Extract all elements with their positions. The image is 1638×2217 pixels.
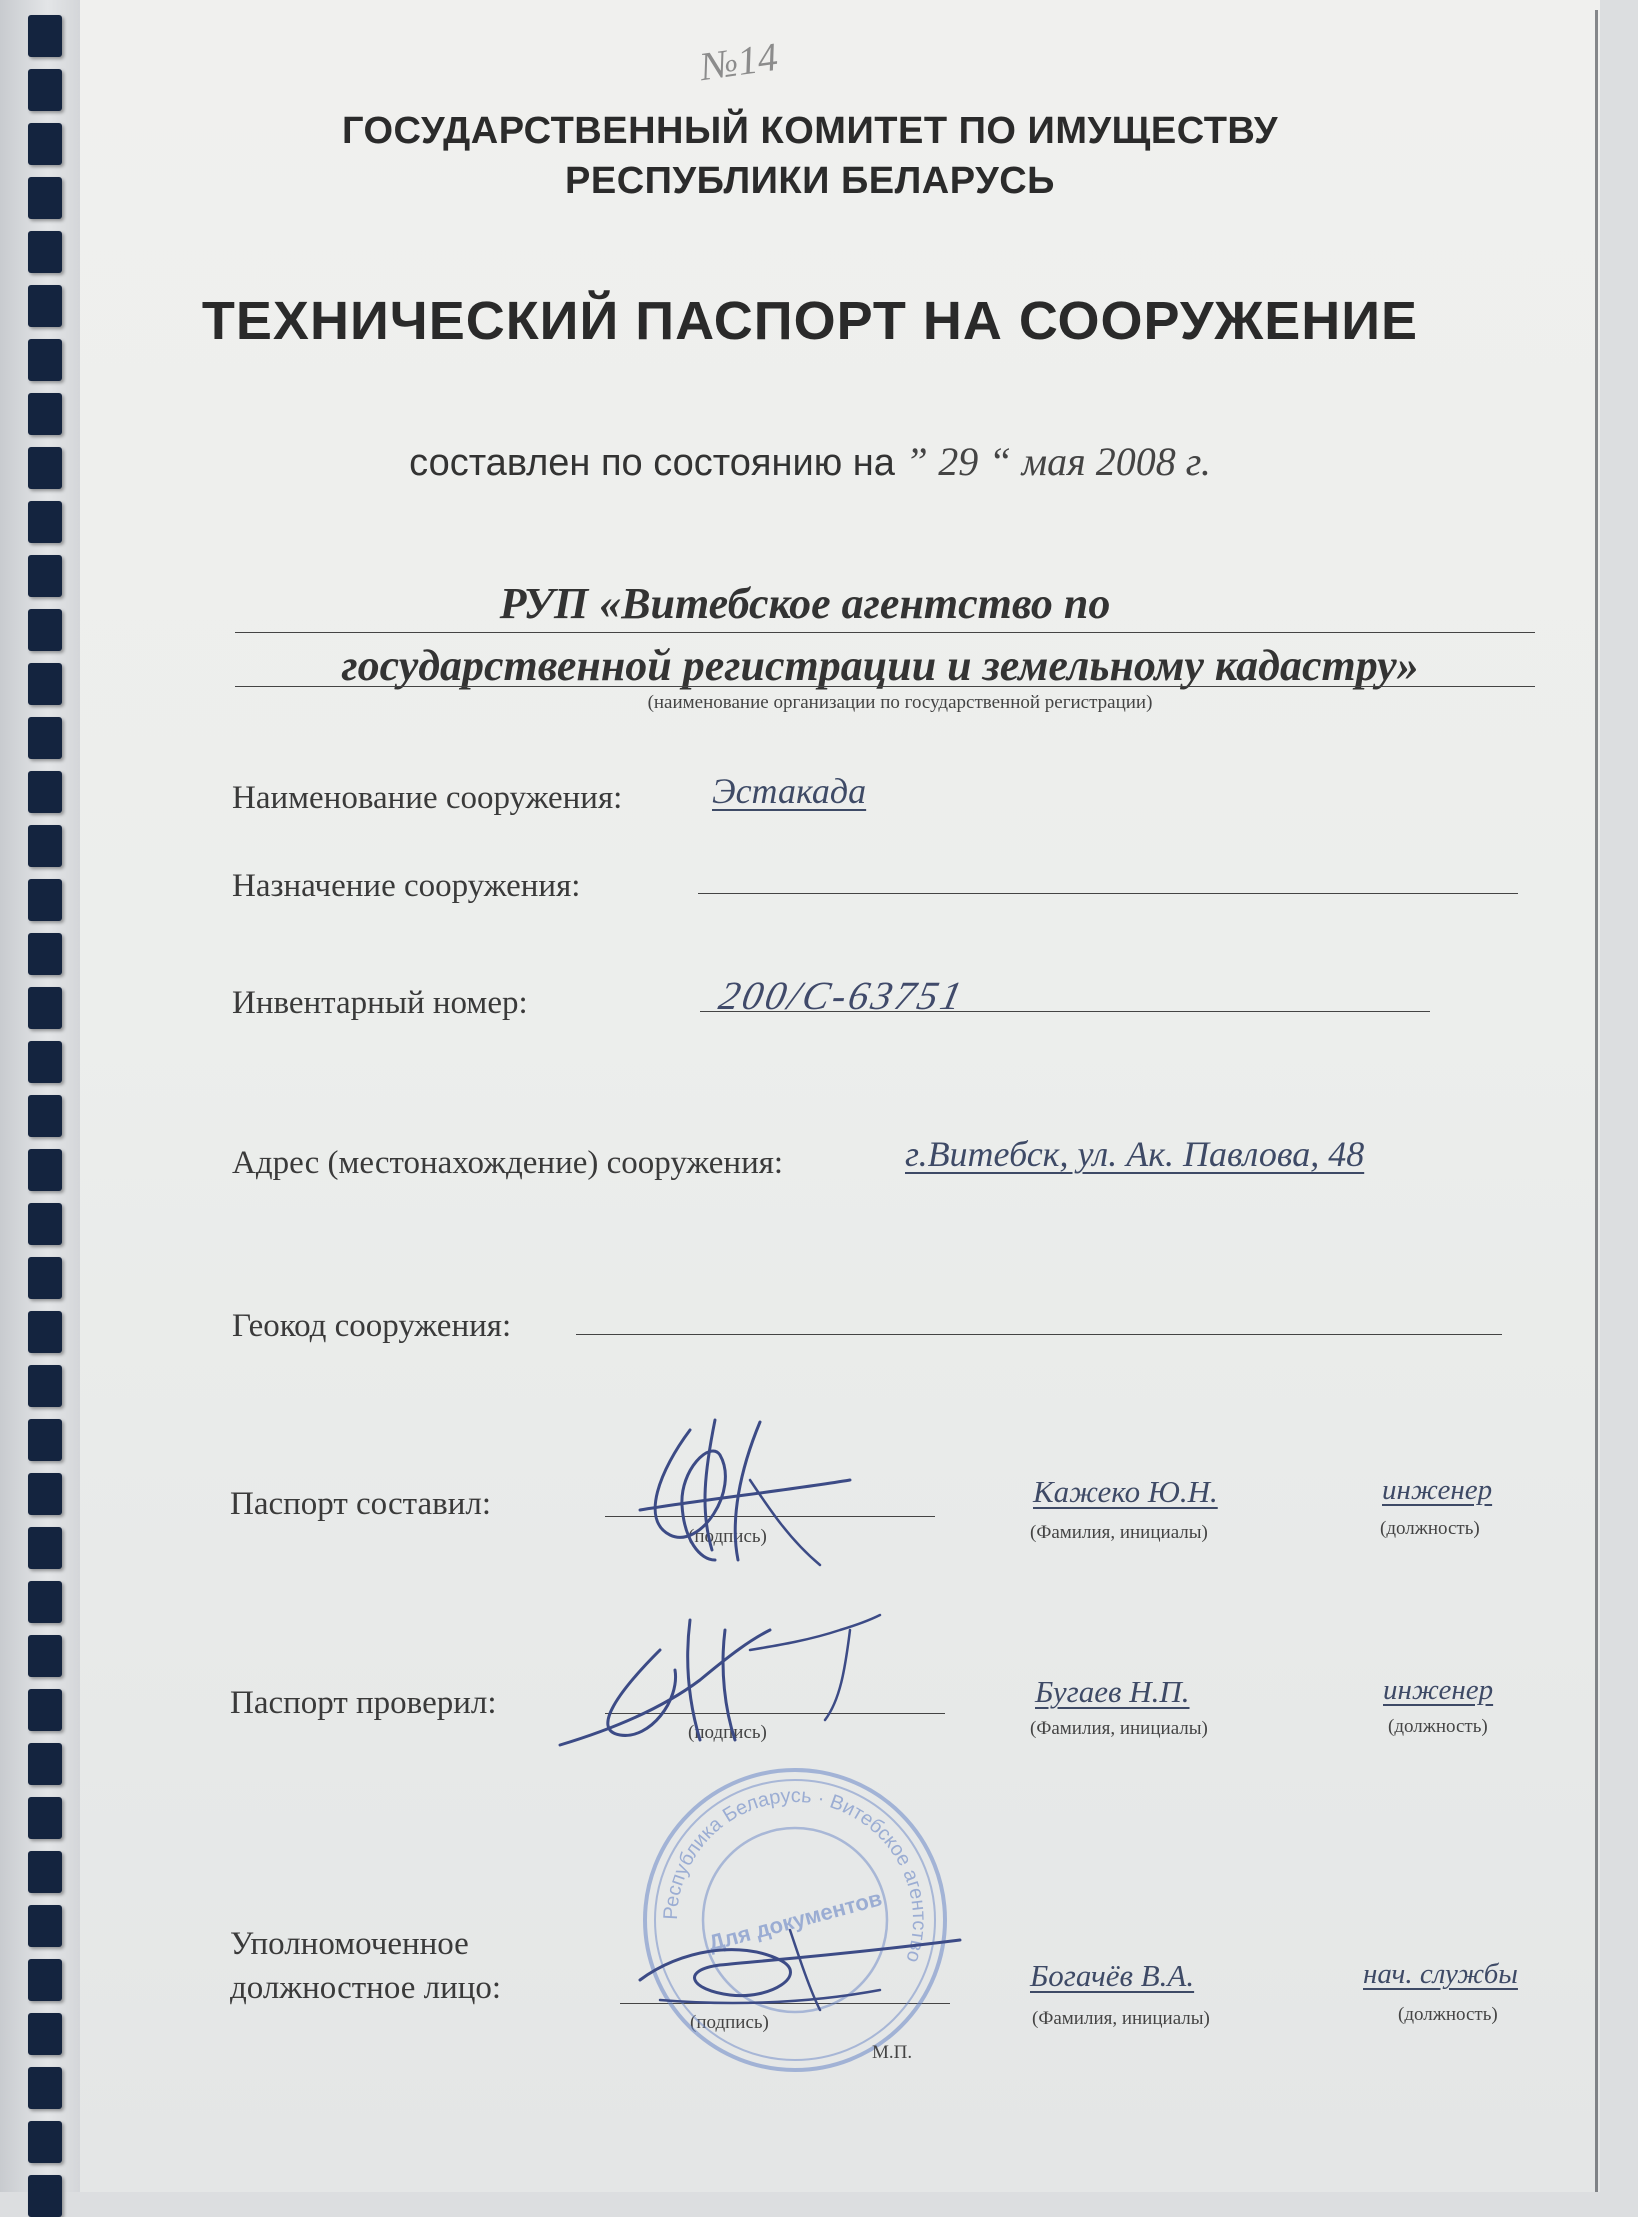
binding-ring [28, 339, 62, 381]
binding-ring [28, 177, 62, 219]
binding-ring [28, 933, 62, 975]
binding-ring [28, 663, 62, 705]
handwritten-number-note: №14 [697, 33, 781, 90]
binding-ring [28, 231, 62, 273]
binding-ring [28, 1959, 62, 2001]
binding-ring [28, 879, 62, 921]
date-line [180, 438, 1440, 485]
date-day: 29 [938, 439, 979, 484]
binding-ring [28, 717, 62, 759]
binding-ring [28, 285, 62, 327]
checked-name: Бугаев Н.П. [1035, 1674, 1190, 1709]
binding-ring [28, 1905, 62, 1947]
checked-by-label: Паспорт проверил: [230, 1685, 497, 1721]
binding-ring [28, 825, 62, 867]
checked-signature-caption: (подпись) [688, 1722, 767, 1743]
binding-ring [28, 555, 62, 597]
compiled-signature [620, 1410, 880, 1580]
binding-ring [28, 1851, 62, 1893]
compiled-name-caption: (Фамилия, инициалы) [1030, 1522, 1208, 1543]
authorized-position: нач. службы [1363, 1958, 1518, 1990]
spiral-binding [0, 0, 80, 2192]
organization-rule-2 [235, 686, 1535, 687]
address-label: Адрес (местонахождение) сооружения: [232, 1145, 784, 1181]
binding-ring [28, 1419, 62, 1461]
structure-name-label: Наименование сооружения: [232, 780, 623, 816]
organization-line-2: государственной регистрации и земельному кадастру» [341, 641, 1419, 690]
binding-ring [28, 1689, 62, 1731]
inventory-number-value: 200/С-63751 [715, 973, 969, 1018]
binding-ring [28, 1635, 62, 1677]
binding-ring [28, 1743, 62, 1785]
binding-ring [28, 1257, 62, 1299]
binding-ring [28, 2121, 62, 2163]
structure-name-value: Эстакада [712, 771, 867, 811]
compiled-name: Кажеко Ю.Н. [1033, 1474, 1218, 1509]
geocode-line [576, 1334, 1502, 1335]
header-line-1: ГОСУДАРСТВЕННЫЙ КОМИТЕТ ПО ИМУЩЕСТВУ [341, 110, 1279, 152]
address-value: г.Витебск, ул. Ак. Павлова, 48 [905, 1134, 1365, 1174]
organization-line-1: РУП «Витебское агентство по [499, 579, 1111, 628]
stamp-center-text: Для документов [705, 1885, 885, 1956]
date-prefix: составлен по состоянию на [409, 442, 895, 484]
binding-ring [28, 1311, 62, 1353]
binding-ring [28, 609, 62, 651]
binding-ring [28, 69, 62, 111]
authorized-name-caption: (Фамилия, инициалы) [1032, 2008, 1210, 2029]
geocode-label: Геокод сооружения: [232, 1308, 512, 1344]
authorized-signature-caption: (подпись) [690, 2012, 769, 2033]
binding-ring [28, 1797, 62, 1839]
binding-ring [28, 1149, 62, 1191]
binding-ring [28, 2013, 62, 2055]
binding-ring [28, 15, 62, 57]
checked-name-caption: (Фамилия, инициалы) [1030, 1718, 1208, 1739]
inventory-number-label: Инвентарный номер: [232, 985, 528, 1021]
compiled-position: инженер [1382, 1474, 1493, 1506]
checked-position: инженер [1383, 1674, 1494, 1706]
date-open-quote: ” [905, 439, 928, 484]
binding-ring [28, 987, 62, 1029]
organization-caption: (наименование организации по государственной регистрации) [647, 692, 1153, 713]
compiled-signature-caption: (подпись) [688, 1526, 767, 1547]
binding-ring [28, 501, 62, 543]
checked-position-caption: (должность) [1388, 1716, 1488, 1737]
date-month-year: мая 2008 г. [1021, 439, 1211, 484]
page-edge [1595, 10, 1598, 2192]
binding-ring [28, 2175, 62, 2217]
binding-ring [28, 1041, 62, 1083]
date-close-quote: “ [988, 439, 1012, 484]
binding-ring [28, 1203, 62, 1245]
checked-signature [550, 1590, 910, 1760]
authorized-label-line-1: Уполномоченное [230, 1926, 469, 1962]
binding-ring [28, 1473, 62, 1515]
binding-ring [28, 1581, 62, 1623]
structure-purpose-line [698, 893, 1518, 894]
header-line-2: РЕСПУБЛИКИ БЕЛАРУСЬ [565, 160, 1055, 202]
organization-rule-1 [235, 632, 1535, 633]
binding-ring [28, 2067, 62, 2109]
compiled-by-label: Паспорт составил: [230, 1486, 491, 1522]
authorized-position-caption: (должность) [1398, 2004, 1498, 2025]
binding-ring [28, 1365, 62, 1407]
binding-ring [28, 123, 62, 165]
structure-purpose-label: Назначение сооружения: [232, 868, 581, 904]
binding-ring [28, 1527, 62, 1569]
document-title: ТЕХНИЧЕСКИЙ ПАСПОРТ НА СООРУЖЕНИЕ [201, 291, 1419, 351]
authorized-label-line-2: должностное лицо: [230, 1970, 502, 2006]
authorized-signature [620, 1910, 980, 2020]
binding-ring [28, 1095, 62, 1137]
binding-ring [28, 393, 62, 435]
compiled-position-caption: (должность) [1380, 1518, 1480, 1539]
authorized-name: Богачёв В.А. [1030, 1958, 1195, 1993]
stamp-caption: М.П. [872, 2042, 913, 2063]
binding-ring [28, 447, 62, 489]
binding-ring [28, 771, 62, 813]
stamp-outer-text: Республика Беларусь · Витебское агентство [659, 1784, 931, 1966]
